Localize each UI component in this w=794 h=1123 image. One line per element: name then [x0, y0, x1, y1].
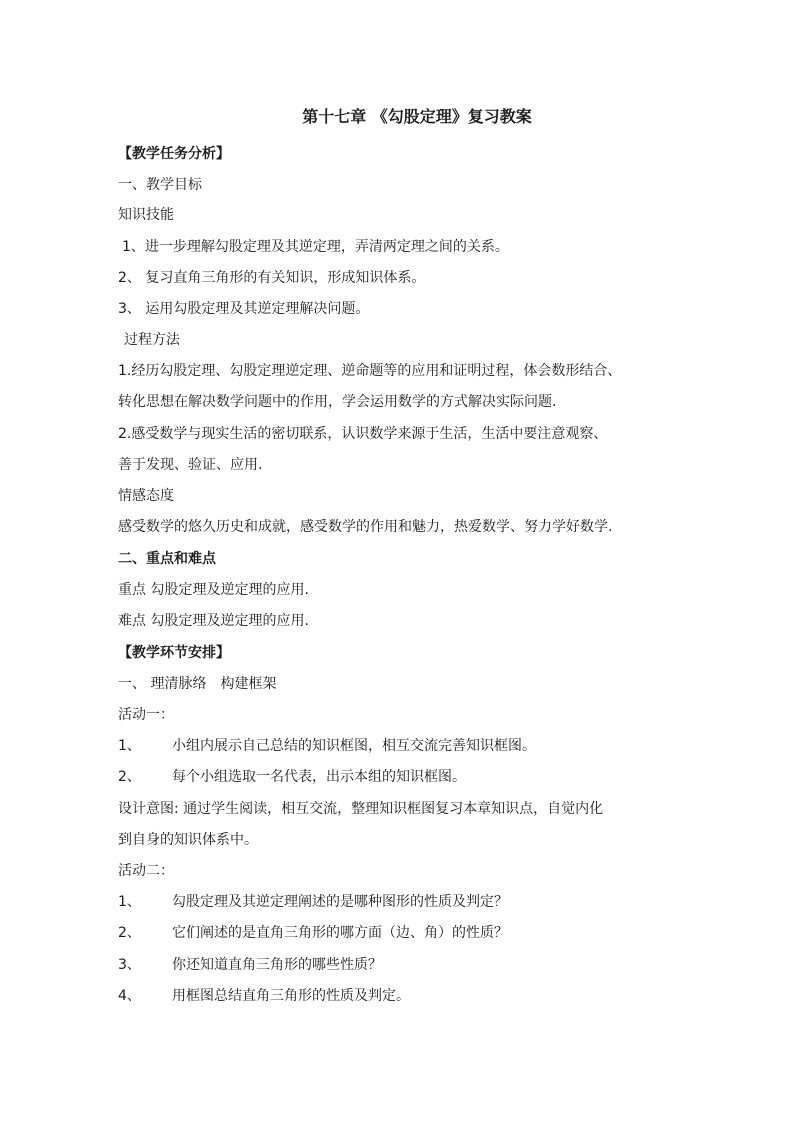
activity2-item [118, 891, 684, 913]
section-arrangement-heading: 【教学环节安排】 [118, 645, 230, 661]
activity1-item [118, 735, 684, 757]
activity2-item [118, 922, 684, 944]
key-point: 重点 勾股定理及逆定理的应用. [118, 582, 309, 598]
knowledge-item-2: 2、 复习直角三角形的有关知识，形成知识体系。 [118, 270, 426, 286]
page-title: 第十七章 《勾股定理》复习教案 [302, 107, 532, 126]
activity2-heading: 活动二： [118, 863, 174, 879]
process-methods-heading: 过程方法 [124, 332, 180, 348]
process-item-2a: 2.感受数学与现实生活的密切联系，认识数学来源于生活，生活中要注意观察、 [118, 426, 608, 442]
activity2-item [118, 954, 684, 976]
process-item-1b: 转化思想在解决数学问题中的作用，学会运用数学的方式解决实际问题. [118, 394, 557, 410]
item-text: 你还知道直角三角形的哪些性质？ [172, 957, 382, 973]
key-points-heading: 二、重点和难点 [118, 551, 216, 567]
item-number: 2、 [118, 769, 141, 785]
item-number: 3、 [118, 957, 141, 973]
knowledge-item-1: 1、进一步理解勾股定理及其逆定理，弄清两定理之间的关系。 [122, 239, 509, 255]
item-number: 2、 [118, 925, 141, 941]
item-number: 1、 [118, 894, 141, 910]
item-text: 它们阐述的是直角三角形的哪方面（边、角）的性质？ [172, 925, 508, 941]
section-analysis-heading: 【教学任务分析】 [118, 146, 230, 162]
item-number: 1、 [118, 738, 141, 754]
process-item-2b: 善于发现、验证、应用. [118, 457, 263, 473]
emotion-text: 感受数学的悠久历史和成就，感受数学的作用和魅力，热爱数学、努力学好数学. [118, 519, 613, 535]
item-number: 4、 [118, 988, 141, 1004]
design-intent-line2: 到自身的知识体系中。 [118, 832, 258, 848]
emotion-heading: 情感态度 [118, 488, 174, 504]
item-text: 用框图总结直角三角形的性质及判定。 [172, 988, 410, 1004]
item-text: 勾股定理及其逆定理阐述的是哪种图形的性质及判定？ [172, 894, 508, 910]
knowledge-skills-heading: 知识技能 [118, 207, 174, 223]
activity2-item [118, 985, 684, 1007]
difficult-point: 难点 勾股定理及逆定理的应用. [118, 613, 309, 629]
design-intent-line1: 设计意图: 通过学生阅读，相互交流，整理知识框图复习本章知识点，自觉内化 [118, 801, 604, 817]
activity1-item [118, 766, 684, 788]
item-text: 小组内展示自己总结的知识框图，相互交流完善知识框图。 [172, 738, 536, 754]
process-item-1a: 1.经历勾股定理、勾股定理逆定理、逆命题等的应用和证明过程，体会数形结合、 [118, 363, 622, 379]
item-text: 每个小组选取一名代表，出示本组的知识框图。 [172, 769, 466, 785]
activity1-heading: 活动一： [118, 707, 174, 723]
knowledge-item-3: 3、 运用勾股定理及其逆定理解决问题。 [118, 301, 370, 317]
objectives-heading: 一、教学目标 [118, 177, 202, 193]
part1-heading: 一、 理清脉络 构建框架 [118, 676, 277, 692]
